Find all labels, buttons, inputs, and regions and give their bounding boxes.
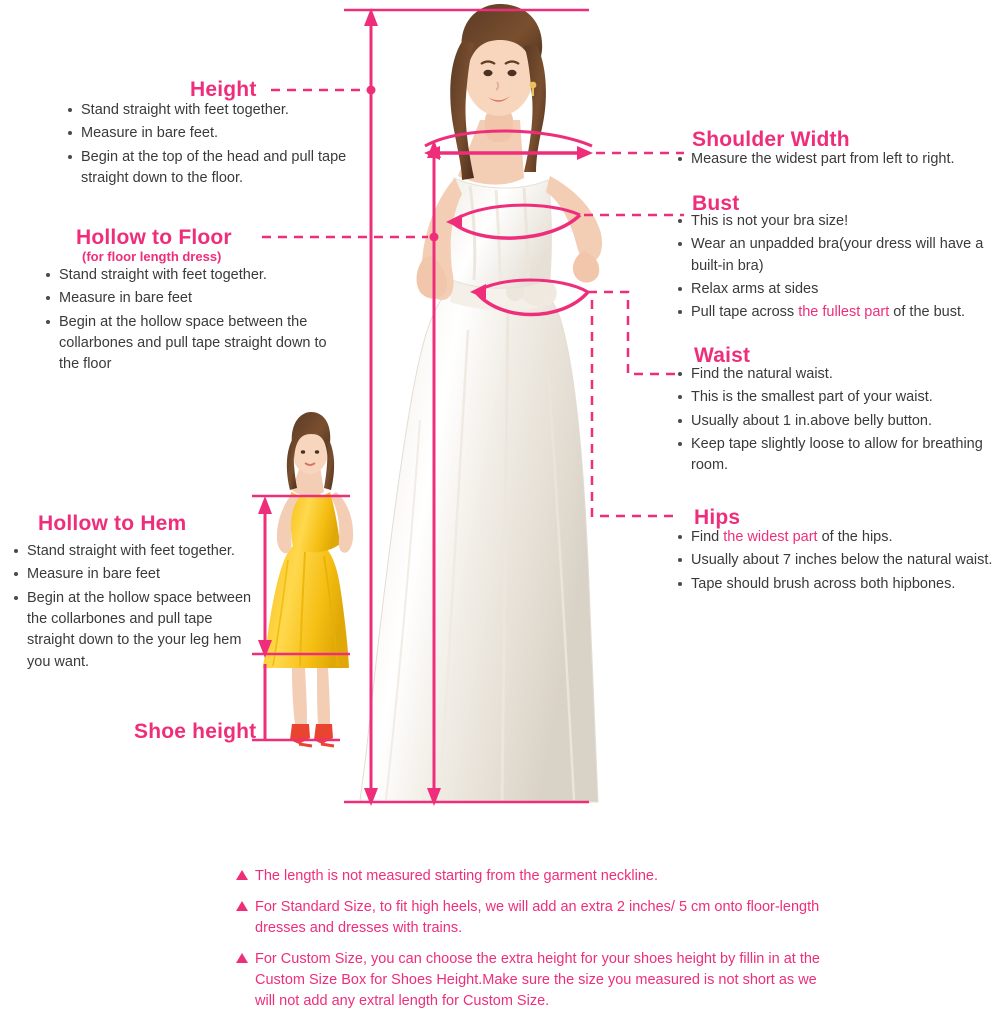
waist-connector (588, 292, 676, 374)
footnote-2-text: For Custom Size, you can choose the extra height for your shoes height by fillin in at the Custom Size Box for Shoes Height.Make sure the size you measured is not short as we will not add any extral length for Custom Size. (255, 951, 820, 1010)
hollow-to-hem-bullets (12, 541, 262, 675)
hollow-to-floor-bullet-0: Stand straight with feet together. (44, 265, 344, 286)
height-bullet-1: Measure in bare feet. (66, 123, 366, 144)
hips-bullet-0-pre: Find (691, 529, 724, 545)
height-bullet-0: Stand straight with feet together. (66, 100, 366, 121)
waist-bullet-0: Find the natural waist. (676, 364, 996, 385)
height-bullet-2: Begin at the top of the head and pull tape straight down to the floor. (66, 147, 366, 190)
hips-bullet-0-post: of the hips. (817, 529, 893, 545)
waist-bullet-1: This is the smallest part of your waist. (676, 387, 996, 408)
waist-bullets (676, 364, 996, 479)
bust-title: Bust (692, 192, 740, 215)
footnote-2 (236, 949, 836, 1012)
shoulder-width-bullet-0: Measure the widest part from left to right. (676, 149, 996, 170)
hips-bullets (676, 527, 996, 597)
waist-bullet-2: Usually about 1 in.above belly button. (676, 411, 996, 432)
short-dress-illustration (263, 412, 353, 746)
triangle-bullet-icon (236, 953, 248, 963)
bust-bullet-1: Wear an unpadded bra(your dress will have a built-in bra) (676, 234, 1000, 277)
hollow-to-floor-bullets (44, 265, 344, 378)
hollow-to-floor-bullet-2: Begin at the hollow space between the collarbones and pull tape straight down to the floor (44, 312, 344, 376)
waist-title: Waist (694, 344, 751, 367)
footnotes (236, 866, 836, 1022)
bust-bullets (676, 211, 1000, 326)
triangle-bullet-icon (236, 870, 248, 880)
waist-bullet-3: Keep tape slightly loose to allow for breathing room. (676, 434, 996, 477)
bust-bullet-3-pre: Pull tape across (691, 304, 799, 321)
hips-bullet-2: Tape should brush across both hipbones. (676, 574, 996, 595)
hollow-to-floor-bullet-1: Measure in bare feet (44, 288, 344, 309)
hollow-to-hem-title: Hollow to Hem (38, 512, 187, 535)
hollow-to-hem-bullet-1: Measure in bare feet (12, 564, 262, 585)
height-title: Height (190, 78, 257, 101)
bust-bullet-3-post: of the bust. (889, 304, 966, 321)
hips-title: Hips (694, 506, 741, 529)
footnote-1-text: For Standard Size, to fit high heels, we will add an extra 2 inches/ 5 cm onto floor-length dresses and dresses with trains. (255, 899, 820, 937)
bride-illustration (360, 4, 602, 802)
height-bullets (66, 100, 366, 191)
hollow-to-hem-bullet-2: Begin at the hollow space between the collarbones and pull tape straight down to the your leg hem you want. (12, 588, 262, 673)
bust-bullet-2: Relax arms at sides (676, 279, 1000, 300)
shoulder-width-title: Shoulder Width (692, 128, 850, 151)
footnote-1 (236, 897, 836, 939)
bust-bullet-3-highlight: the fullest part (798, 304, 890, 321)
bust-bullet-0: This is not your bra size! (676, 211, 1000, 232)
hips-bullet-1: Usually about 7 inches below the natural waist. (676, 550, 996, 571)
triangle-bullet-icon (236, 901, 248, 911)
hips-bullet-0 (676, 527, 996, 548)
hips-bullet-0-highlight: the widest part (723, 529, 818, 545)
hollow-to-hem-bullet-0: Stand straight with feet together. (12, 541, 262, 562)
hollow-to-floor-title: Hollow to Floor (76, 226, 232, 249)
footnote-0 (236, 866, 836, 887)
bust-bullet-3 (676, 302, 1000, 323)
shoulder-width-bullets (676, 149, 996, 172)
footnote-0-text: The length is not measured starting from the garment neckline. (255, 868, 658, 884)
shoe-height-title: Shoe height (134, 720, 257, 743)
hollow-to-floor-subtitle: (for floor length dress) (82, 249, 222, 264)
